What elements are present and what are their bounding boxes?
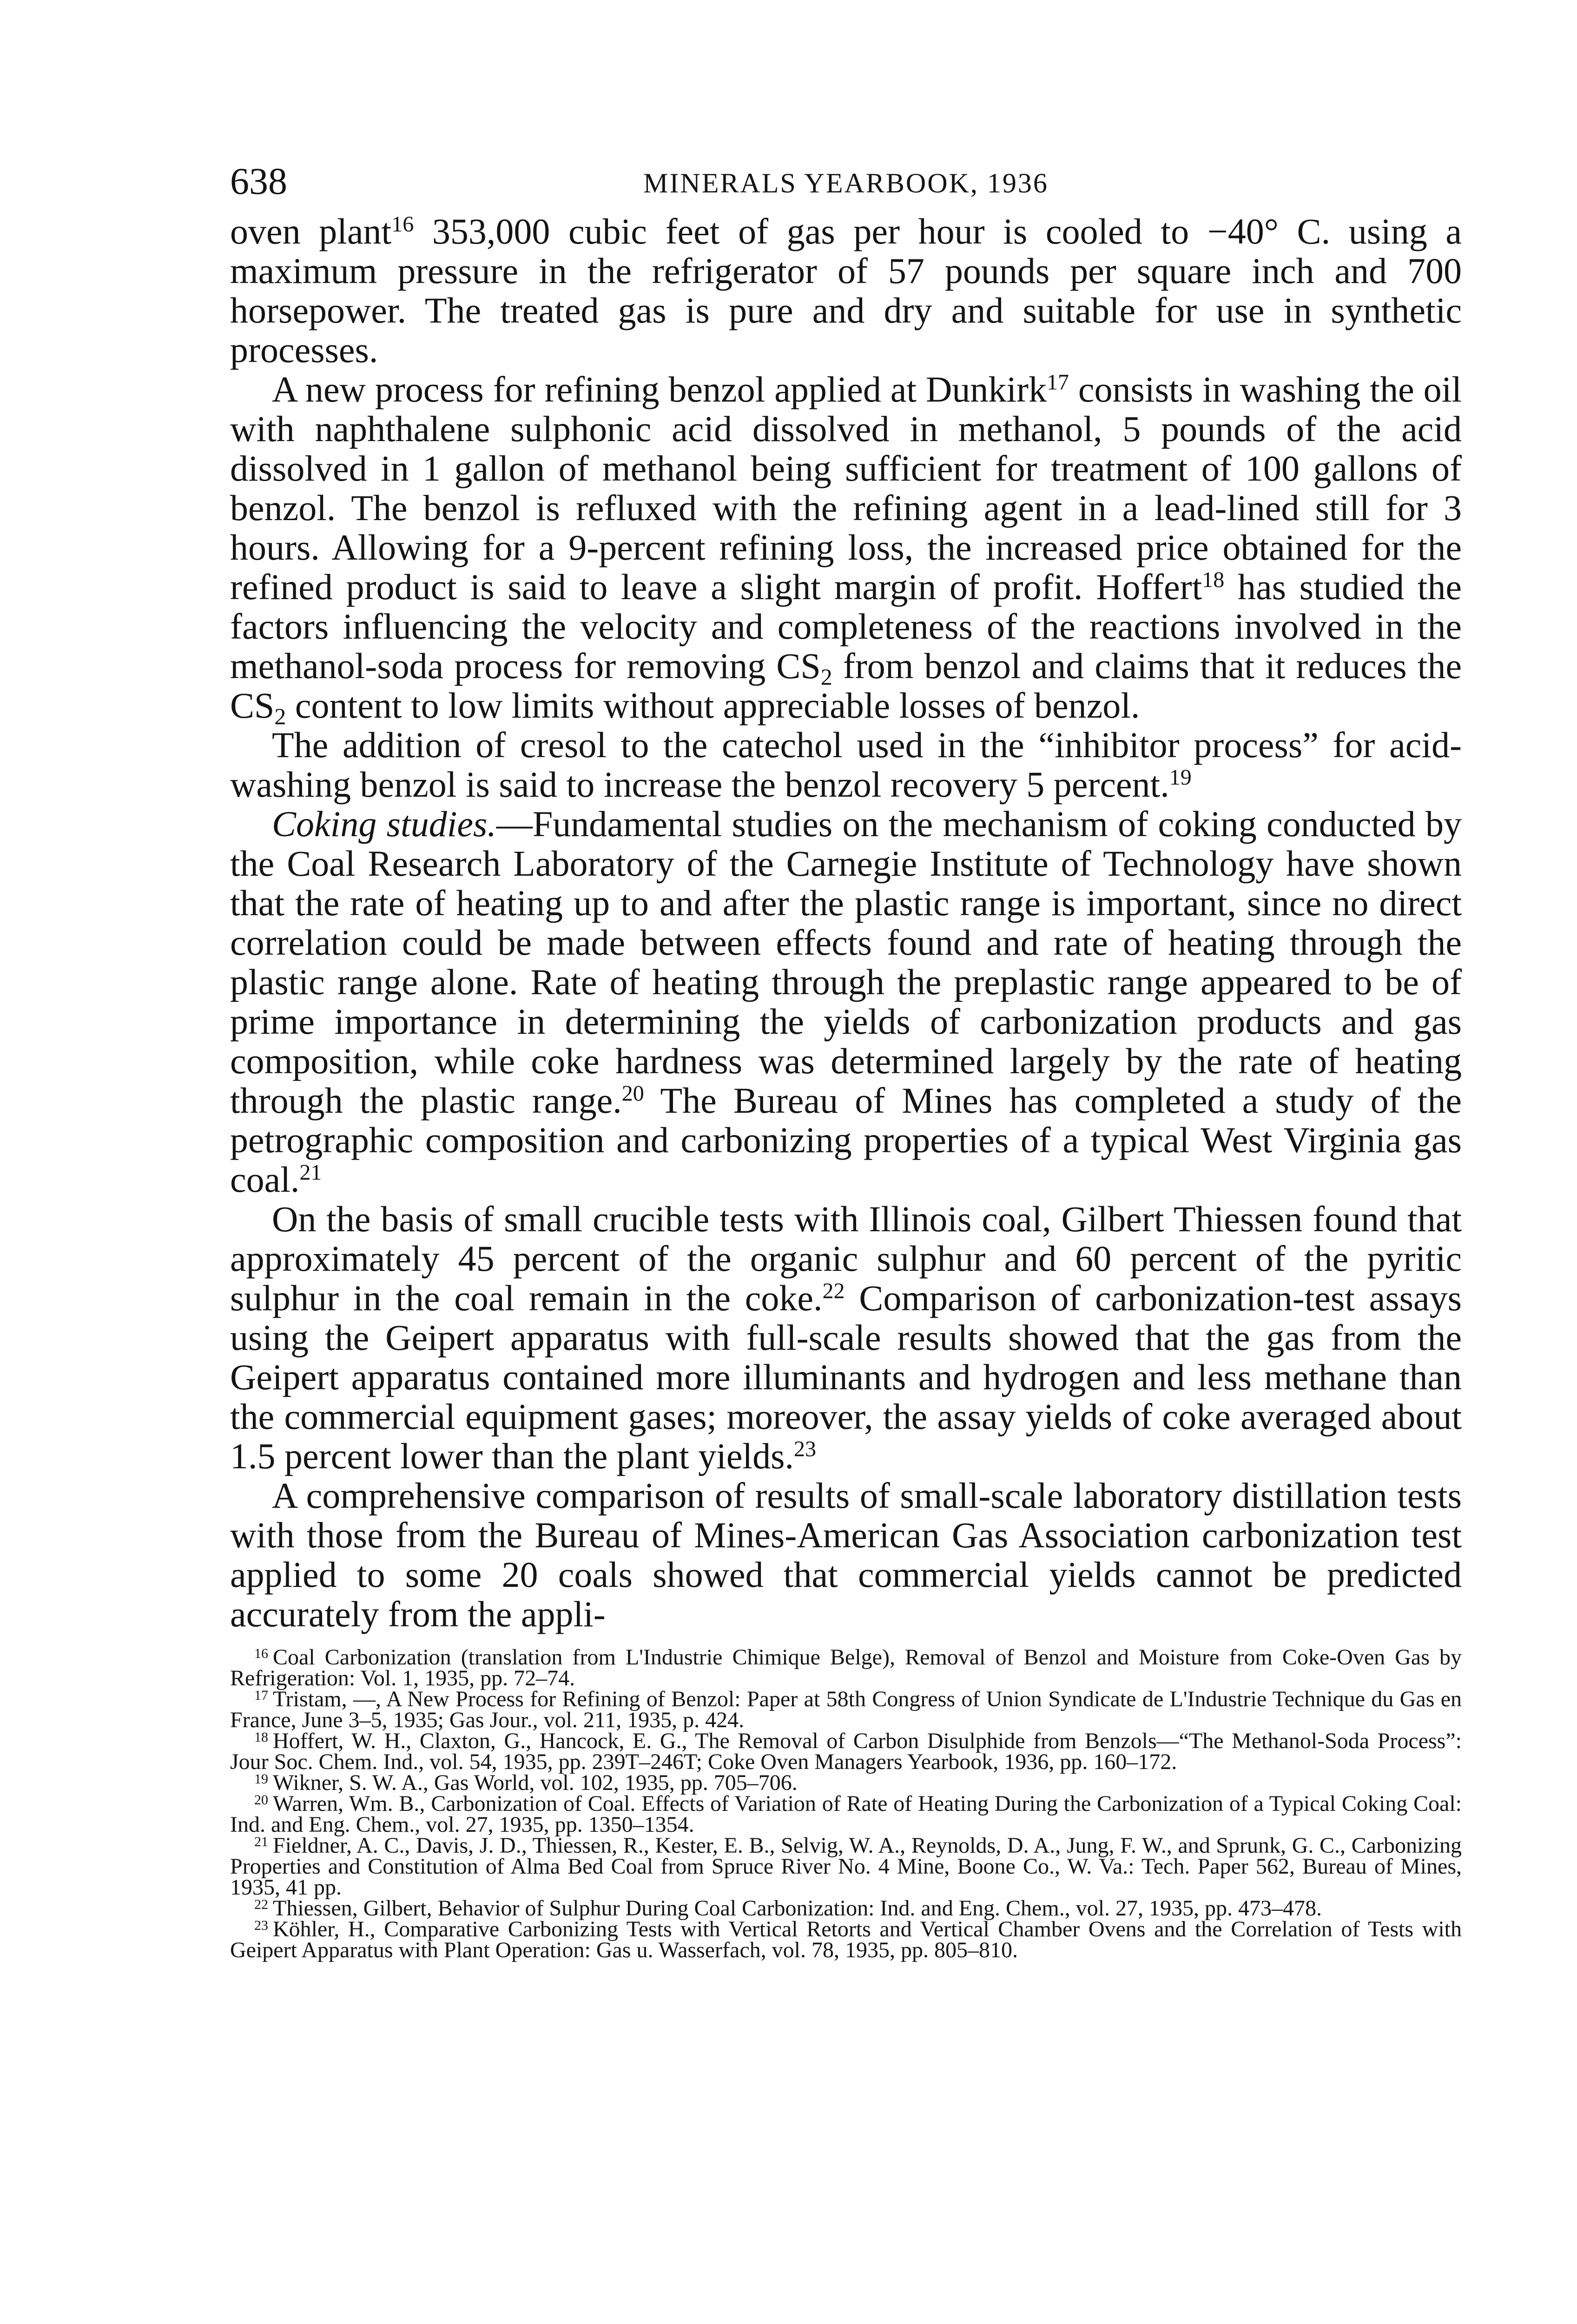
footnote-number: 22 xyxy=(254,1897,268,1912)
footnote: $^{18}$ Hoffert, W. H., Claxton, G., Hancock, E. G., The Removal of Carbon Disulphide from Benzols—“The Methanol-Soda Process”: Jour Soc. Chem. Ind., vol. 54, 1935, pp. 239T–246T; Coke Oven Managers Yearbook, 1936, pp. 160–172. xyxy=(230,1729,1462,1774)
footnote-ref-16: 16 xyxy=(391,212,414,237)
running-title: MINERALS YEARBOOK, 1936 xyxy=(643,168,1049,198)
footnote-ref-19: 19 xyxy=(1169,765,1192,790)
footnote: $^{23}$ Köhler, H., Comparative Carbonizing Tests with Vertical Retorts and Vertical Chamber Ovens and the Correlation of Tests with Geipert Apparatus with Plant Operation: Gas u. Wasserfach, vol. 78, 1935, pp. 805–810. xyxy=(230,1917,1462,1962)
paragraph-3: The addition of cresol to the catechol used in the “inhibitor process” for acid-washing benzol is said to increase the benzol recovery 5 percent.$^{19}$ xyxy=(230,725,1462,805)
footnote-ref-18: 18 xyxy=(1202,568,1225,592)
paragraph-6: A comprehensive comparison of results of small-scale laboratory distillation tests with those from the Bureau of Mines-American Gas Association carbonization test applied to some 20 coals showed that commercial yields cannot be predicted accurately from the appli- xyxy=(230,1475,1462,1634)
footnote-ref-22: 22 xyxy=(822,1279,845,1303)
footnote: $^{16}$ Coal Carbonization (translation from L'Industrie Chimique Belge), Removal of Benzol and Moisture from Coke-Oven Gas by Refrigeration: Vol. 1, 1935, pp. 72–74. xyxy=(230,1645,1462,1690)
footnote-number: 17 xyxy=(254,1688,268,1703)
footnote-number: 21 xyxy=(254,1834,268,1849)
footnote: $^{17}$ Tristam, —, A New Process for Refining of Benzol: Paper at 58th Congress of Union Syndicate de L'Industrie Technique du Gas en France, June 3–5, 1935; Gas Jour., vol. 211, 1935, p. 424. xyxy=(230,1687,1462,1732)
document-page xyxy=(230,160,1462,1961)
footnote-ref-21: 21 xyxy=(299,1160,322,1185)
body-text xyxy=(230,211,1462,1634)
footnote-ref-23: 23 xyxy=(793,1437,816,1461)
paragraph-1: oven plant$^{16}$ 353,000 cubic feet of gas per hour is cooled to −40° C. using a maximum pressure in the refrigerator of 57 pounds per square inch and 700 horsepower. The treated gas is pure and dry and suitable for use in synthetic processes. xyxy=(230,211,1462,370)
footnote-number: 23 xyxy=(254,1918,268,1933)
section-heading-coking-studies: Coking studies. xyxy=(272,804,496,844)
footnote-number: 16 xyxy=(254,1646,268,1661)
footnote: $^{20}$ Warren, Wm. B., Carbonization of Coal. Effects of Variation of Rate of Heating During the Carbonization of a Typical Coking Coal: Ind. and Eng. Chem., vol. 27, 1935, pp. 1350–1354. xyxy=(230,1791,1462,1837)
footnote-number: 19 xyxy=(254,1771,268,1787)
footnote: $^{21}$ Fieldner, A. C., Davis, J. D., Thiessen, R., Kester, E. B., Selvig, W. A., Reynolds, D. A., Jung, F. W., and Sprunk, G. C., Carbonizing Properties and Constitution of Alma Bed Coal from Spruce River No. 4 Mine, Boone Co., W. Va.: Tech. Paper 562, Bureau of Mines, 1935, 41 pp. xyxy=(230,1833,1462,1900)
footnote: $^{22}$ Thiessen, Gilbert, Behavior of Sulphur During Coal Carbonization: Ind. and Eng. Chem., vol. 27, 1935, pp. 473–478. xyxy=(254,1896,1322,1921)
footnote-ref-17: 17 xyxy=(1047,370,1069,395)
paragraph-4: Coking studies.—Fundamental studies on the mechanism of coking conducted by the Coal Research Laboratory of the Carnegie Institute of Technology have shown that the rate of heating up to and after the plastic range is important, since no direct correlation could be made between effects found and rate of heating through the plastic range alone. Rate of heating through the preplastic range appeared to be of prime importance in determining the yields of carbonization products and gas composition, while coke hardness was determined largely by the rate of heating through the plastic range.$^{20}$ The Bureau of Mines has completed a study of the petrographic composition and carbonizing properties of a typical West Virginia gas coal.$^{21}$ xyxy=(230,804,1462,1200)
footnote: $^{19}$ Wikner, S. W. A., Gas World, vol. 102, 1935, pp. 705–706. xyxy=(254,1770,798,1795)
paragraph-2: A new process for refining benzol applied at Dunkirk$^{17}$ consists in washing the oil with naphthalene sulphonic acid dissolved in methanol, 5 pounds of the acid dissolved in 1 gallon of methanol being sufficient for treatment of 100 gallons of benzol. The benzol is refluxed with the refining agent in a lead-lined still for 3 hours. Allowing for a 9-percent refining loss, the increased price obtained for the refined product is said to leave a slight margin of profit. Hoffert$^{18}$ has studied the factors influencing the velocity and completeness of the reactions involved in the methanol-soda process for removing $CS_2$ from benzol and claims that it reduces the $CS_2$ content to low limits without appreciable losses of benzol. xyxy=(230,369,1462,729)
paragraph-5: On the basis of small crucible tests with Illinois coal, Gilbert Thiessen found that approximately 45 percent of the organic sulphur and 60 percent of the pyritic sulphur in the coal remain in the coke.$^{22}$ Comparison of carbonization-test assays using the Geipert apparatus with full-scale results showed that the gas from the Geipert apparatus contained more illuminants and hydrogen and less methane than the commercial equipment gases; moreover, the assay yields of coke averaged about 1.5 percent lower than the plant yields.$^{23}$ xyxy=(230,1199,1462,1476)
page-number: 638 xyxy=(230,160,287,202)
footnote-ref-20: 20 xyxy=(621,1081,644,1106)
page-header xyxy=(230,160,1462,211)
footnote-number: 18 xyxy=(254,1730,268,1745)
footnotes xyxy=(230,1647,1462,1961)
footnote-number: 20 xyxy=(254,1792,268,1808)
